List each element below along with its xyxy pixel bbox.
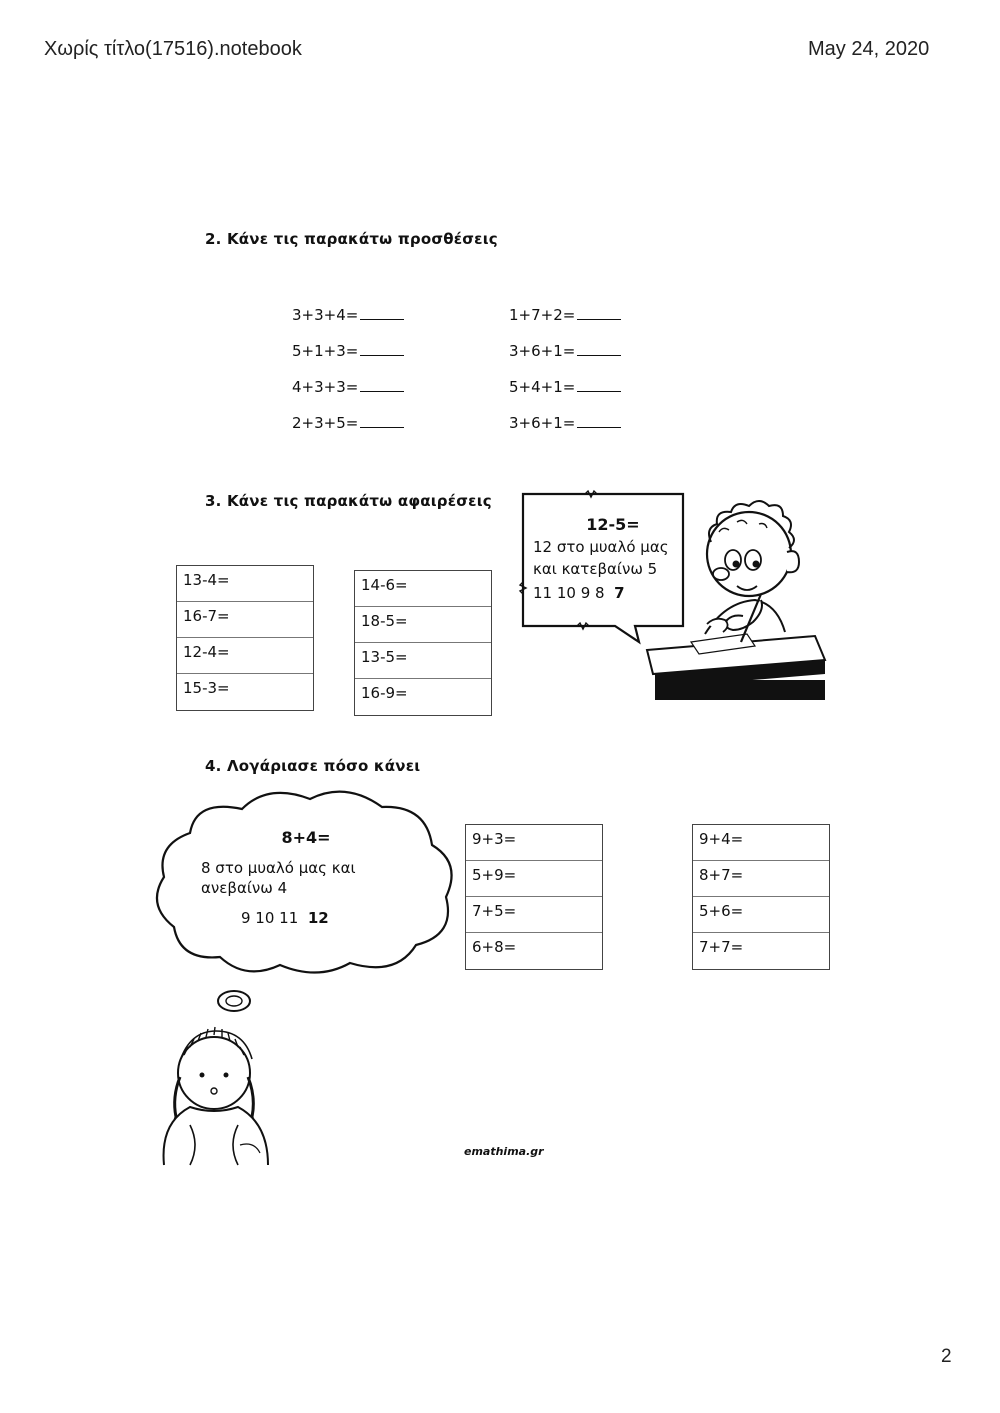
table-row[interactable]: 9+3= <box>466 825 602 861</box>
addition-item: 3+6+1= <box>509 342 621 378</box>
addition-item: 5+4+1= <box>509 378 621 414</box>
table-row[interactable]: 5+6= <box>693 897 829 933</box>
table-row[interactable]: 13-5= <box>355 643 491 679</box>
table-row[interactable]: 13-4= <box>177 566 313 602</box>
table-row[interactable]: 5+9= <box>466 861 602 897</box>
table-row[interactable]: 6+8= <box>472 938 517 956</box>
document-date: May 24, 2020 <box>808 38 930 60</box>
thought-line-1: 8 στο μυαλό μας και <box>201 859 356 877</box>
addition-list-right <box>509 306 621 450</box>
answer-blank[interactable] <box>360 415 404 428</box>
section-4-title: 4. Λογάριασε πόσο κάνει <box>205 757 421 775</box>
document-title: Χωρίς τίτλο(17516).notebook <box>44 38 302 60</box>
thought-line-3: 9 10 11 12 <box>241 909 329 927</box>
thought-answer: 12 <box>307 909 329 927</box>
section-2-title: 2. Κάνε τις παρακάτω προσθέσεις <box>205 230 498 248</box>
addition-item: 1+7+2= <box>509 306 621 342</box>
board-equation: 12-5= <box>586 515 640 534</box>
addition-table-1 <box>465 824 603 970</box>
page-number: 2 <box>941 1346 952 1367</box>
addition-list-left <box>292 306 404 450</box>
section-3-title: 3. Κάνε τις παρακάτω αφαιρέσεις <box>205 492 492 510</box>
addition-item: 5+1+3= <box>292 342 404 378</box>
table-row[interactable]: 18-5= <box>355 607 491 643</box>
table-row[interactable]: 8+7= <box>693 861 829 897</box>
subtraction-table-2 <box>354 570 492 716</box>
board-line-3: 11 10 9 8 7 <box>533 584 625 602</box>
table-row[interactable]: 9+4= <box>693 825 829 861</box>
board-line-2: και κατεβαίνω 5 <box>533 560 658 578</box>
table-row[interactable]: 12-4= <box>177 638 313 674</box>
answer-blank[interactable] <box>360 343 404 356</box>
table-row[interactable]: 7+5= <box>466 897 602 933</box>
answer-blank[interactable] <box>577 343 621 356</box>
answer-blank[interactable] <box>577 307 621 320</box>
answer-blank[interactable] <box>577 415 621 428</box>
board-line-1: 12 στο μυαλό μας <box>533 538 669 556</box>
table-row[interactable]: 16-9= <box>361 684 408 702</box>
answer-blank[interactable] <box>360 379 404 392</box>
table-row[interactable]: 16-7= <box>177 602 313 638</box>
table-row[interactable]: 7+7= <box>699 938 744 956</box>
subtraction-table-1 <box>176 565 314 711</box>
addition-item: 4+3+3= <box>292 378 404 414</box>
addition-item: 3+3+4= <box>292 306 404 342</box>
board-text <box>533 515 683 602</box>
watermark-text: emathima.gr <box>464 1145 544 1158</box>
answer-blank[interactable] <box>360 307 404 320</box>
addition-item: 3+6+1= <box>509 414 621 450</box>
table-row[interactable]: 15-3= <box>183 679 230 697</box>
thought-text <box>201 828 391 927</box>
addition-table-2 <box>692 824 830 970</box>
answer-blank[interactable] <box>577 379 621 392</box>
table-row[interactable]: 14-6= <box>355 571 491 607</box>
addition-item: 2+3+5= <box>292 414 404 450</box>
board-answer: 7 <box>614 584 625 602</box>
thought-line-2: ανεβαίνω 4 <box>201 879 288 897</box>
thought-equation: 8+4= <box>281 828 331 847</box>
